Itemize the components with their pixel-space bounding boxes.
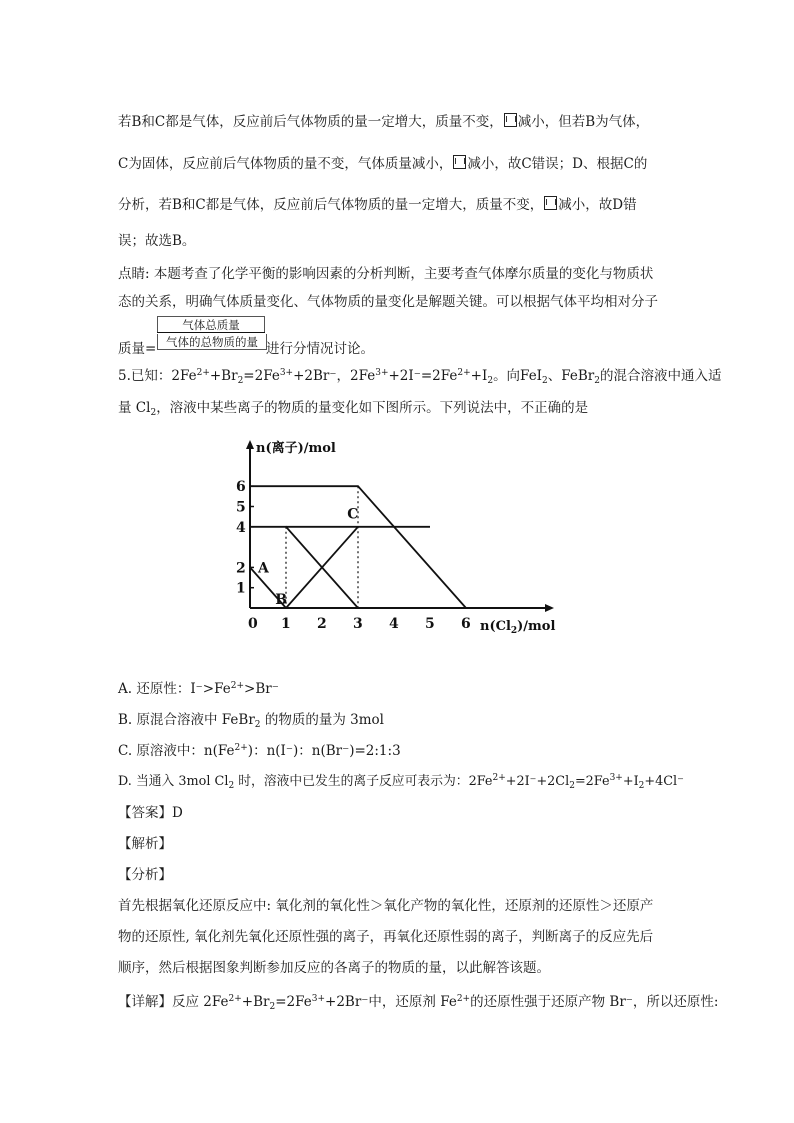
fraction-bar <box>157 332 265 333</box>
text: 的还原性强于还原产物 Br⁻，所以还原性: <box>470 994 719 1010</box>
subscript: 2 <box>228 781 235 791</box>
charge: 2+ <box>492 773 506 783</box>
text: 量 Cl <box>118 400 151 416</box>
text: 若B和C都是气体，反应前后气体物质的量一定增大，质量不变， <box>118 114 503 130</box>
x-tick-label: 0 <box>248 616 258 632</box>
text: =2Fe <box>275 994 312 1010</box>
charge: 3+ <box>375 368 389 378</box>
y-tick-label: 6 <box>236 479 246 496</box>
text: 的混合溶液中通入适 <box>599 368 722 384</box>
subscript: 2 <box>542 376 548 386</box>
fenxi-line-3: 顺序，然后根据图象判断参加反应的各离子的物质的量，以此解答该题。 <box>118 960 550 976</box>
text: C为固体，反应前后气体物质的量不变，气体质量减小， <box>118 156 453 172</box>
point-label-c: C <box>347 506 359 523</box>
subscript: 2 <box>237 376 244 386</box>
text: +I <box>622 774 639 789</box>
charge: 2+ <box>196 368 210 378</box>
para-line-3 <box>118 193 637 213</box>
y-axis-arrow <box>246 440 254 449</box>
text: ，溶液中某些离子的物质的量变化如下图所示。下列说法中，不正确的是 <box>156 400 589 416</box>
charge: 3+ <box>609 773 623 783</box>
subscript: 2 <box>150 408 157 418</box>
question-line-1 <box>118 364 721 386</box>
charge: 2+ <box>456 994 471 1004</box>
comment-line-3a: 质量= <box>118 341 157 357</box>
chart-svg <box>236 432 566 642</box>
subscript: 2 <box>638 781 645 791</box>
fraction-denominator: 气体的总物质的量 <box>157 334 267 350</box>
x-tick-label: 6 <box>461 616 471 632</box>
x-tick-label: 4 <box>389 616 399 632</box>
subscript: 2 <box>569 781 575 791</box>
charge: 2+ <box>457 368 471 378</box>
text: 减小，但若B为气体， <box>517 114 650 130</box>
text: 分析，若B和C都是气体，反应前后气体物质的量一定增大，质量不变， <box>118 197 544 213</box>
text: +Br <box>241 994 270 1010</box>
text: 减小，故D错 <box>558 197 637 213</box>
text: 时，溶液中已发生的离子反应可表示为：2Fe <box>234 774 493 789</box>
point-label-a: A <box>258 560 269 577</box>
text: +4Cl⁻ <box>644 774 684 789</box>
charge: 3+ <box>311 994 326 1004</box>
text: 减小，故C错误；D、根据C的 <box>467 156 648 172</box>
text: A. 还原性：I⁻>Fe <box>118 681 231 697</box>
ion-amount-chart <box>236 432 566 642</box>
x-tick-label: 3 <box>353 616 363 632</box>
y-tick-label: 2 <box>236 560 246 577</box>
fraction-numerator: 气体总质量 <box>157 316 265 332</box>
question-line-2 <box>118 396 588 418</box>
y-tick-label: 5 <box>236 499 246 516</box>
subscript: 2 <box>254 720 261 730</box>
x-tick-label: 1 <box>281 616 291 632</box>
fenxi-line-2: 物的还原性, 氧化剂先氧化还原性强的离子，再氧化还原性弱的离子，判断离子的反应先后 <box>118 929 654 945</box>
text: C. 原溶液中：n(Fe <box>118 743 235 759</box>
para-line-4: 误；故选B。 <box>118 233 196 249</box>
comment-line-2: 态的关系，明确气体质量变化、气体物质的量变化是解题关键。可以根据气体平均相对分子 <box>118 294 658 310</box>
x-tick-label: 2 <box>317 616 327 632</box>
text: +2I⁻+2Cl <box>505 774 570 789</box>
text: 5.已知：2Fe <box>118 368 197 384</box>
text: )：n(I⁻)：n(Br⁻)=2:1:3 <box>247 743 401 759</box>
text: 。向FeI <box>493 368 543 384</box>
comment-line-1: 点睛: 本题考查了化学平衡的影响因素的分析判断，主要考查气体摩尔质量的变化与物质状 <box>118 266 654 282</box>
option-b <box>118 708 384 730</box>
option-d <box>118 770 684 791</box>
charge: 2+ <box>230 681 245 691</box>
y-tick-label: 4 <box>236 519 246 536</box>
text: 【详解】反应 2Fe <box>118 994 229 1010</box>
fenxi-heading: 【分析】 <box>118 867 172 883</box>
text: +2Br⁻中，还原剂 Fe <box>325 994 457 1010</box>
detail-line-1 <box>118 990 718 1012</box>
text: 、FeBr <box>547 368 595 384</box>
point-label-b: B <box>275 592 288 608</box>
subscript: 2 <box>594 376 600 386</box>
option-c <box>118 739 401 759</box>
formula-image-icon <box>453 155 466 169</box>
text: +2I⁻=2Fe <box>388 368 458 384</box>
comment-line-3b: 进行分情况讨论。 <box>266 341 374 357</box>
text: =2Fe <box>243 368 280 384</box>
subscript: 2 <box>269 1002 276 1012</box>
x-tick-label: 5 <box>425 616 435 632</box>
molar-mass-fraction <box>157 316 265 350</box>
x-axis-arrow <box>545 604 554 612</box>
charge: 2+ <box>234 743 248 753</box>
para-line-2 <box>118 152 647 172</box>
charge: 2+ <box>228 994 242 1004</box>
para-line-1 <box>118 110 649 130</box>
text: >Br⁻ <box>244 681 279 697</box>
formula-image-icon <box>504 113 517 127</box>
option-a <box>118 677 279 697</box>
formula-image-icon <box>544 196 557 210</box>
text: +Br <box>209 368 238 384</box>
y-axis-title: n(离子)/mol <box>256 441 336 456</box>
text: +I <box>470 368 488 384</box>
y-tick-label: 1 <box>236 580 246 597</box>
text: =2Fe <box>574 774 610 789</box>
analysis-heading: 【解析】 <box>118 836 172 852</box>
charge: 3+ <box>279 368 294 378</box>
fenxi-line-1: 首先根据氧化还原反应中: 氧化剂的氧化性＞氧化产物的氧化性，还原剂的还原性＞还原产 <box>118 898 654 914</box>
text: D. 当通入 3mol Cl <box>118 774 229 789</box>
subscript: 2 <box>487 376 494 386</box>
answer: 【答案】D <box>118 805 183 821</box>
text: +2Br⁻，2Fe <box>293 368 376 384</box>
text: B. 原混合溶液中 FeBr <box>118 712 255 728</box>
text: 的物质的量为 3mol <box>260 712 384 728</box>
x-axis-title: $n(Cl_2)$/mol <box>480 619 556 636</box>
